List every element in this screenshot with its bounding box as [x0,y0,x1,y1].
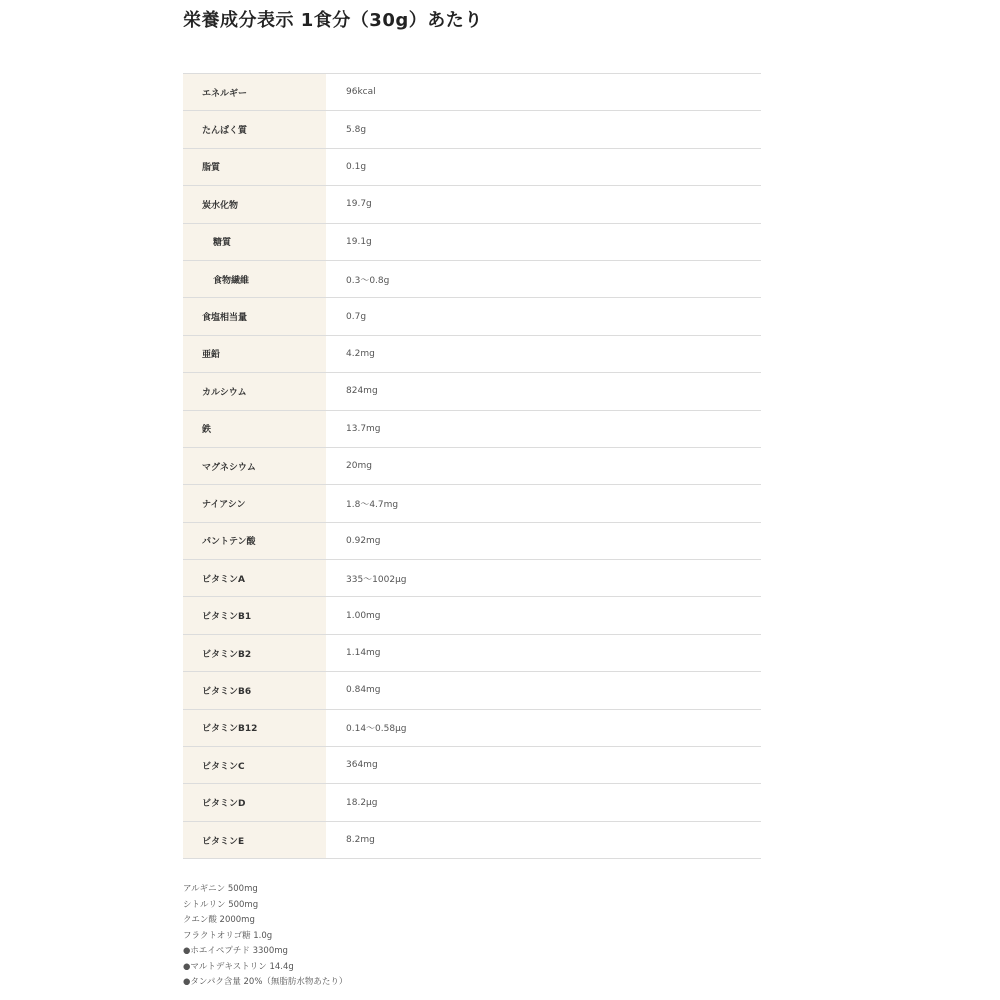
table-row [183,522,761,559]
table-row [183,223,761,260]
nutrient-label: エネルギー [183,74,326,111]
nutrient-label: 食物繊維 [183,260,326,297]
nutrient-value: 13.7mg [326,410,761,447]
page-title: 栄養成分表示 1食分（30g）あたり [183,10,483,31]
ingredient-item: ●ホエイペプチド 3300mg [183,946,288,956]
nutrition-table-body [183,74,761,859]
nutrient-label: ビタミンB1 [183,597,326,634]
nutrient-value: 8.2mg [326,821,761,858]
table-row [183,672,761,709]
nutrient-value: 18.2μg [326,784,761,821]
ingredient-item: ●タンパク含量 20%（無脂肪水物あたり） [183,977,348,987]
nutrient-value: 0.84mg [326,672,761,709]
table-row [183,597,761,634]
table-row [183,709,761,746]
nutrient-value: 1.8～4.7mg [326,485,761,522]
nutrient-label: パントテン酸 [183,522,326,559]
table-row [183,335,761,372]
nutrient-value: 335～1002μg [326,560,761,597]
nutrient-label: 脂質 [183,148,326,185]
table-row [183,560,761,597]
table-row [183,111,761,148]
ingredient-item: ●マルトデキストリン 14.4g [183,961,294,972]
ingredient-item: アルギニン 500mg [183,884,258,894]
table-row [183,148,761,185]
nutrient-label: ビタミンB12 [183,709,326,746]
nutrient-value: 19.7g [326,186,761,223]
nutrient-value: 824mg [326,373,761,410]
table-row [183,784,761,821]
nutrient-value: 19.1g [326,223,761,260]
table-row [183,74,761,111]
nutrient-label: 食塩相当量 [183,298,326,335]
table-row [183,447,761,484]
nutrient-value: 0.1g [326,148,761,185]
table-row [183,410,761,447]
nutrient-value: 20mg [326,447,761,484]
table-row [183,634,761,671]
nutrient-label: ナイアシン [183,485,326,522]
nutrient-value: 0.92mg [326,522,761,559]
nutrient-value: 364mg [326,747,761,784]
nutrient-label: ビタミンA [183,560,326,597]
ingredient-item: シトルリン 500mg [183,899,259,910]
ingredient-item: クエン酸 2000mg [183,915,255,925]
nutrient-value: 0.14～0.58μg [326,709,761,746]
table-row [183,260,761,297]
table-row [183,373,761,410]
nutrient-label: 炭水化物 [183,186,326,223]
nutrient-label: ビタミンB6 [183,672,326,709]
nutrient-label: 糖質 [183,223,326,260]
nutrient-label: 鉄 [183,410,326,447]
ingredient-item: フラクトオリゴ糖 1.0g [183,930,273,941]
nutrient-value: 1.00mg [326,597,761,634]
table-row [183,298,761,335]
nutrient-value: 4.2mg [326,335,761,372]
nutrient-value: 5.8g [326,111,761,148]
nutrient-value: 0.7g [326,298,761,335]
nutrient-label: マグネシウム [183,447,326,484]
nutrient-value: 96kcal [326,74,761,111]
nutrient-label: ビタミンC [183,747,326,784]
nutrient-value: 1.14mg [326,634,761,671]
nutrient-label: ビタミンD [183,784,326,821]
nutrition-table [183,73,761,859]
nutrient-value: 0.3～0.8g [326,260,761,297]
table-row [183,747,761,784]
nutrient-label: カルシウム [183,373,326,410]
table-row [183,821,761,858]
table-row [183,186,761,223]
ingredients-list [183,882,347,991]
nutrient-label: ビタミンE [183,821,326,858]
nutrient-label: たんぱく質 [183,111,326,148]
nutrient-label: 亜鉛 [183,335,326,372]
table-row [183,485,761,522]
nutrient-label: ビタミンB2 [183,634,326,671]
